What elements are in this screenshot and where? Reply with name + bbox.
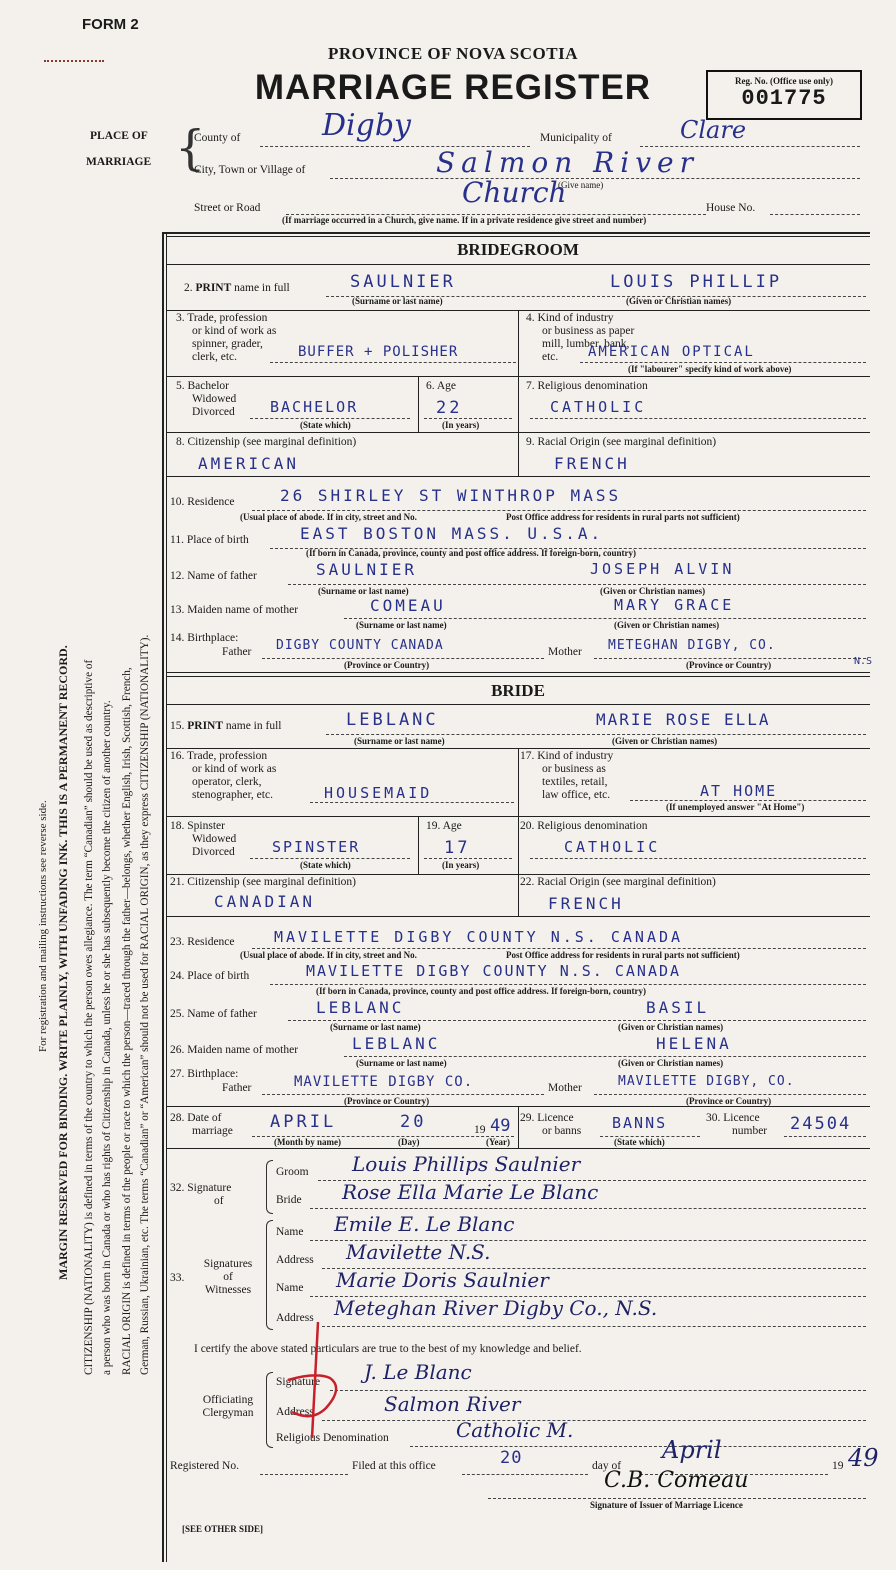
groom-father-label: 12. Name of father [170,570,257,582]
witness2-address: Meteghan River Digby Co., N.S. [334,1296,658,1320]
document-title: MARRIAGE REGISTER [254,68,652,107]
groom-father-birthplace: DIGBY COUNTY CANADA [276,638,444,653]
groom-father-bp-caption: (Province or Country) [344,660,430,670]
groom-mother-surname-caption: (Surname or last name) [356,620,447,630]
issuer-signature: C.B. Comeau [604,1468,749,1493]
groom-residence-label: 10. Residence [170,496,235,508]
bride-residence: MAVILETTE DIGBY COUNTY N.S. CANADA [274,928,684,946]
groom-name-print: PRINT [195,282,232,294]
groom-status: BACHELOR [270,398,359,416]
witness-bracket [266,1220,273,1330]
groom-mother-birthplace-extra: N.S [854,656,873,667]
bride-trade: HOUSEMAID [324,784,433,802]
licence-caption: (State which) [614,1137,665,1147]
licence-number-label: 30. Licence number [706,1112,768,1137]
witness1-name: Emile E. Le Blanc [334,1212,515,1236]
groom-age-label: 6. Age [426,380,457,392]
city-label: City, Town or Village of [194,164,306,176]
groom-name-label: name in full [234,282,290,294]
bride-citizenship-label: 21. Citizenship (see marginal definition) [170,876,356,888]
bride-father-surname: LEBLANC [316,998,405,1017]
brace-icon: { [175,120,206,176]
filed-label: Filed at this office [352,1460,436,1472]
form-top-border [162,232,870,234]
bride-mother-given-caption: (Given or Christian names) [618,1058,724,1068]
bride-father-bp-label: Father [222,1082,252,1094]
groom-father-bp-label: Father [222,646,252,658]
groom-religion: CATHOLIC [550,398,647,416]
groom-mother-given: MARY GRACE [614,596,735,614]
groom-father-surname: SAULNIER [316,560,418,579]
house-label: House No. [706,202,756,214]
witness2-address-label: Address [276,1312,314,1324]
groom-residence: 26 SHIRLEY ST WINTHROP MASS [280,486,622,505]
witness1-address-label: Address [276,1254,314,1266]
clergy-signature-label: Signature [276,1376,321,1388]
municipality-label: Municipality of [540,132,612,144]
clergy-address: Salmon River [384,1392,521,1416]
margin-racial-def-2: German, Russian, Ukrainian, etc. The terms “Canadian” or “American” should not be used for RACIAL ORIGIN, as they express CITIZENSHIP (NATIONALITY). [139,634,151,1375]
bride-mother-surname-caption: (Surname or last name) [356,1058,447,1068]
groom-industry-label: 4. Kind of industry or business as paper mill, lumber, bank, etc. [526,312,635,363]
clergy-address-label: Address [276,1406,314,1418]
bride-racial: FRENCH [548,894,624,913]
groom-surname-caption: (Surname or last name) [352,296,443,306]
bride-birth-label: 24. Place of birth [170,970,250,982]
groom-sig-label: Groom [276,1166,309,1178]
groom-surname: SAULNIER [350,272,456,292]
county-label: County of [194,132,241,144]
groom-father-surname-caption: (Surname or last name) [318,586,409,596]
bride-father-bp-caption: (Province or Country) [344,1096,430,1106]
street-label: Street or Road [194,202,261,214]
groom-mother-given-caption: (Given or Christian names) [614,620,720,630]
marriage-label: MARRIAGE [86,156,152,168]
groom-mother-birthplace: METEGHAN DIGBY, CO. [608,638,776,653]
issuer-caption: Signature of Issuer of Marriage Licence [590,1500,743,1510]
clergy-signature: J. Le Blanc [364,1360,472,1384]
registration-number-box [706,70,862,120]
bride-name-num: 15. [170,720,185,732]
witness-label: Signatures of Witnesses [203,1258,253,1296]
bride-sig-label: Bride [276,1194,302,1206]
day-of-label: day of [592,1460,622,1472]
bride-industry: AT HOME [700,782,778,800]
groom-religion-label: 7. Religious denomination [526,380,648,392]
groom-mother-bp-label: Mother [548,646,582,658]
margin-citizenship-def-2: a person who was born in Canada or who has rights of Citizenship in Canada, unless he or she has subsequently become the citizen of another country. [101,700,113,1375]
bride-surname-caption: (Surname or last name) [354,736,445,746]
bride-mother-bp-label: Mother [548,1082,582,1094]
bride-header: BRIDE [491,681,545,700]
groom-given-caption: (Given or Christian names) [626,296,732,306]
groom-birth: EAST BOSTON MASS. U.S.A. [300,524,604,543]
bride-birth-caption: (If born in Canada, province, county and post office address. If foreign-born, country) [316,986,647,996]
groom-birth-label: 11. Place of birth [170,534,249,546]
groom-residence-caption-a: (Usual place of abode. If in city, street and No. [240,512,417,522]
bride-religion: CATHOLIC [564,838,661,856]
margin-racial-def-1: RACIAL ORIGIN is defined in terms of the people or race to which the person—traced through the father—belongs, whether English, Irish, Scottish, French, [121,667,133,1375]
licence-type: BANNS [612,1114,668,1132]
groom-racial: FRENCH [554,454,630,473]
bridegroom-header: BRIDEGROOM [457,240,579,259]
marriage-month: APRIL [270,1112,337,1132]
filed-year-prefix: 19 [832,1460,844,1472]
witness1-address: Mavilette N.S. [346,1240,491,1264]
clergy-denomination-label: Religious Denomination [276,1432,389,1444]
bride-name-label: name in full [225,720,282,732]
filed-day: 20 [500,1448,523,1468]
bride-mother-birthplace: MAVILETTE DIGBY, CO. [618,1074,795,1089]
groom-mother-surname: COMEAU [370,596,446,615]
bride-racial-label: 22. Racial Origin (see marginal definition) [520,876,716,888]
bride-father-label: 25. Name of father [170,1008,257,1020]
bride-given-caption: (Given or Christian names) [612,736,718,746]
groom-signature: Louis Phillips Saulnier [352,1152,581,1176]
form-left-border [162,232,164,1562]
groom-status-label: 5. Bachelor Widowed Divorced [176,380,237,418]
groom-trade-label: 3. Trade, profession or kind of work as spinner, grader, clerk, etc. [176,312,277,363]
red-checkmark-annotation [282,1318,352,1448]
bride-residence-caption-a: (Usual place of abode. If in city, street and No. [240,950,417,960]
licence-label: 29. Licence or banns [520,1112,582,1137]
groom-citizenship: AMERICAN [198,454,300,473]
bride-status-label: 18. Spinster Widowed Divorced [170,820,237,858]
filed-month: April [662,1436,722,1464]
bride-mother-label: 26. Maiden name of mother [170,1044,299,1056]
place-of-label: PLACE OF [90,130,148,142]
bride-trade-label: 16. Trade, profession or kind of work as operator, clerk, stenographer, etc. [170,750,277,801]
licence-number: 24504 [790,1114,852,1134]
bride-age: 17 [444,838,471,858]
marriage-year-prefix: 19 [474,1124,486,1136]
groom-racial-label: 9. Racial Origin (see marginal definition) [526,436,717,448]
witness2-name-label: Name [276,1282,304,1294]
margin-citizenship-def-1: CITIZENSHIP (NATIONALITY) is defined in terms of the country to which the person owes allegiance. The term “Canadian” should be used as descriptive of [83,659,95,1375]
groom-given: LOUIS PHILLIP [610,272,783,292]
groom-father-given-caption: (Given or Christian names) [600,586,706,596]
province-heading: PROVINCE OF NOVA SCOTIA [327,44,578,63]
groom-citizenship-label: 8. Citizenship (see marginal definition) [176,436,357,448]
bride-father-surname-caption: (Surname or last name) [330,1022,421,1032]
give-name-caption: (Give name) [558,180,604,190]
bride-father-birthplace: MAVILETTE DIGBY CO. [294,1074,474,1090]
groom-mother-label: 13. Maiden name of mother [170,604,299,616]
see-other-side: [SEE OTHER SIDE] [182,1524,264,1534]
groom-name-num: 2. [184,282,193,294]
clergy-bracket [266,1372,273,1448]
bride-mother-bp-caption: (Province or Country) [686,1096,772,1106]
bride-father-given: BASIL [646,998,710,1017]
witness2-name: Marie Doris Saulnier [336,1268,549,1292]
groom-birth-caption: (If born in Canada, province, county and post office address. If foreign-born, country) [306,548,637,558]
groom-status-caption: (State which) [300,420,351,430]
paper-mark [44,60,104,62]
groom-industry: AMERICAN OPTICAL [588,344,755,360]
bride-surname: LEBLANC [346,710,439,730]
groom-age: 22 [436,398,463,418]
groom-birthplace-label: 14. Birthplace: [170,632,239,644]
bride-citizenship: CANADIAN [214,892,316,911]
witness-num: 33. [170,1272,185,1284]
bride-signature: Rose Ella Marie Le Blanc [342,1180,599,1204]
bride-residence-caption-b: Post Office address for residents in rural parts not sufficient) [506,950,740,960]
filed-year: 49 [848,1444,879,1472]
bride-birth: MAVILETTE DIGBY COUNTY N.S. CANADA [306,962,682,980]
street-value: Church [462,176,567,209]
marriage-date-label: 28. Date of marriage [170,1112,233,1137]
certification-statement: I certify the above stated particulars are true to the best of my knowledge and belief. [194,1343,582,1355]
groom-industry-caption: (If "labourer" specify kind of work above) [628,364,792,374]
registration-label: Reg. No. (Office use only) [735,76,833,86]
bride-status-caption: (State which) [300,860,351,870]
county-value: Digby [322,108,412,143]
groom-age-caption: (In years) [442,420,480,430]
bride-industry-caption: (If unemployed answer "At Home") [666,802,805,812]
groom-residence-caption-b: Post Office address for residents in rural parts not sufficient) [506,512,740,522]
signature-label: 32. Signature of [170,1182,232,1207]
place-note: (If marriage occurred in a Church, give name. If in a private residence give street and number) [282,215,647,225]
bride-name-print: PRINT [187,720,224,732]
witness1-name-label: Name [276,1226,304,1238]
bride-given: MARIE ROSE ELLA [596,710,771,729]
bride-father-given-caption: (Given or Christian names) [618,1022,724,1032]
city-value: Salmon River [436,146,699,179]
registration-number: 001775 [741,86,827,111]
marriage-year-caption: (Year) [486,1137,510,1147]
groom-mother-bp-caption: (Province or Country) [686,660,772,670]
bride-birthplace-label: 27. Birthplace: [170,1068,239,1080]
marriage-day-caption: (Day) [398,1137,420,1147]
bride-religion-label: 20. Religious denomination [520,820,648,832]
bride-mother-surname: LEBLANC [352,1034,441,1053]
margin-instructions: For registration and mailing instructions see reverse side. [37,800,49,1052]
marriage-month-caption: (Month by name) [274,1137,341,1147]
registered-no-label: Registered No. [170,1460,239,1472]
bride-residence-label: 23. Residence [170,936,235,948]
form-number: FORM 2 [82,16,139,33]
bride-status: SPINSTER [272,838,361,856]
bride-industry-label: 17. Kind of industry or business as textiles, retail, law office, etc. [520,750,614,801]
municipality-value: Clare [680,116,747,144]
clergy-label: Officiating Clergyman [202,1394,254,1419]
bride-age-caption: (In years) [442,860,480,870]
bride-age-label: 19. Age [426,820,462,832]
signature-bracket [266,1160,273,1214]
groom-father-given: JOSEPH ALVIN [590,560,735,578]
marriage-day: 20 [400,1112,427,1132]
clergy-denomination: Catholic M. [456,1418,574,1442]
groom-trade: BUFFER + POLISHER [298,344,459,360]
margin-binding-note: MARGIN RESERVED FOR BINDING. WRITE PLAINLY, WITH UNFADING INK. THIS IS A PERMANENT RECORD. [56,645,70,1280]
bride-mother-given: HELENA [656,1034,732,1053]
marriage-year: 49 [490,1116,511,1136]
